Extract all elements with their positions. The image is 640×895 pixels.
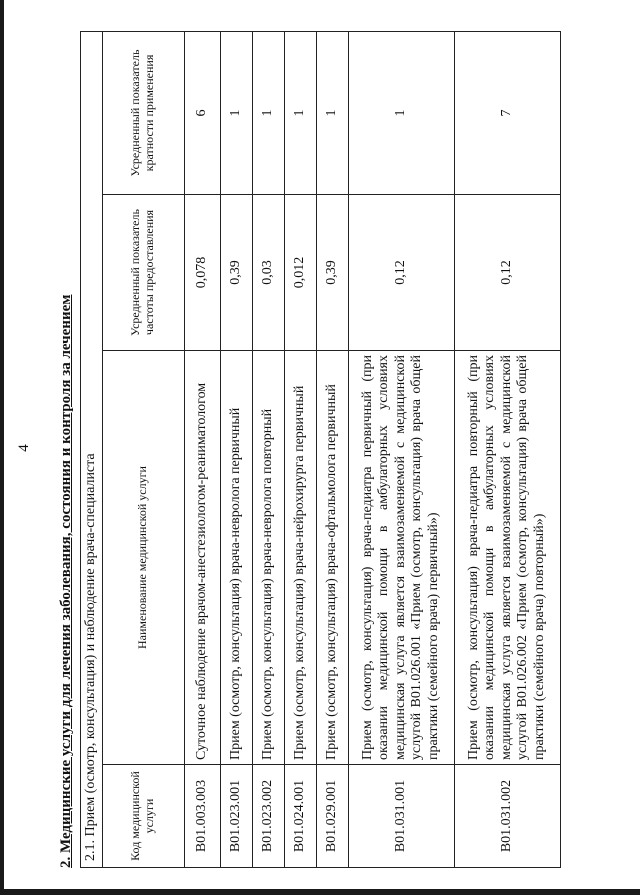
column-header-code: Код медицинской услуги <box>102 765 184 868</box>
services-table <box>80 31 561 868</box>
scan-border-left <box>0 0 4 895</box>
table-row <box>284 31 316 867</box>
frequency-value: 0,12 <box>348 195 454 351</box>
subsection-row <box>81 31 103 867</box>
service-code: B01.003.003 <box>184 765 220 868</box>
multiplicity-value: 1 <box>252 31 284 194</box>
service-name: Прием (осмотр, консультация) врача-офтальмолога первичный <box>316 351 348 765</box>
table-header-row <box>102 31 184 867</box>
table-row <box>252 31 284 867</box>
multiplicity-value: 1 <box>348 31 454 194</box>
column-header-frequency: Усредненный показатель частоты предоставления <box>102 195 184 351</box>
subsection-title: 2.1. Прием (осмотр, консультация) и наблюдение врача-специалиста <box>81 31 103 867</box>
table-row <box>316 31 348 867</box>
section-title: 2. Медицинские услуги для лечения заболевания, состояния и контроля за лечением <box>58 294 74 868</box>
service-code: B01.031.002 <box>454 765 560 868</box>
service-name: Прием (осмотр, консультация) врача-нейрохирурга первичный <box>284 351 316 765</box>
service-name: Прием (осмотр, консультация) врача-педиатра первичный (при оказании медицинской помощи в амбулаторных условиях медицинская услуга является взаимозаменяемой с медицинской услугой B01.026.001 «Прием (осмотр, консультация) врача общей практики (семейного врача) первичный») <box>348 351 454 765</box>
service-name: Прием (осмотр, консультация) врача-невролога повторный <box>252 351 284 765</box>
column-header-name: Наименование медицинской услуги <box>102 351 184 765</box>
table-row <box>454 31 560 867</box>
service-name: Прием (осмотр, консультация) врача-педиатра повторный (при оказании медицинской помощи в амбулаторных условиях медицинская услуга является взаимозаменяемой с медицинской услугой B01.026.002 «Прием (осмотр, консультация) врача общей практики (семейного врача) повторный») <box>454 351 560 765</box>
service-code: B01.023.001 <box>220 765 252 868</box>
multiplicity-value: 7 <box>454 31 560 194</box>
frequency-value: 0,078 <box>184 195 220 351</box>
multiplicity-value: 6 <box>184 31 220 194</box>
service-name: Прием (осмотр, консультация) врача-невролога первичный <box>220 351 252 765</box>
service-code: B01.031.001 <box>348 765 454 868</box>
table-row <box>184 31 220 867</box>
rotated-page <box>16 28 613 868</box>
service-code: B01.023.002 <box>252 765 284 868</box>
frequency-value: 0,03 <box>252 195 284 351</box>
frequency-value: 0,12 <box>454 195 560 351</box>
service-code: B01.024.001 <box>284 765 316 868</box>
frequency-value: 0,012 <box>284 195 316 351</box>
column-header-multiplicity: Усредненный показатель кратности применения <box>102 31 184 194</box>
frequency-value: 0,39 <box>220 195 252 351</box>
multiplicity-value: 1 <box>316 31 348 194</box>
service-code: B01.029.001 <box>316 765 348 868</box>
frequency-value: 0,39 <box>316 195 348 351</box>
multiplicity-value: 1 <box>284 31 316 194</box>
page-number: 4 <box>16 444 32 452</box>
service-name: Суточное наблюдение врачом-анестезиологом-реаниматологом <box>184 351 220 765</box>
multiplicity-value: 1 <box>220 31 252 194</box>
scan-border-bottom <box>0 889 640 895</box>
table-row <box>220 31 252 867</box>
table-row <box>348 31 454 867</box>
